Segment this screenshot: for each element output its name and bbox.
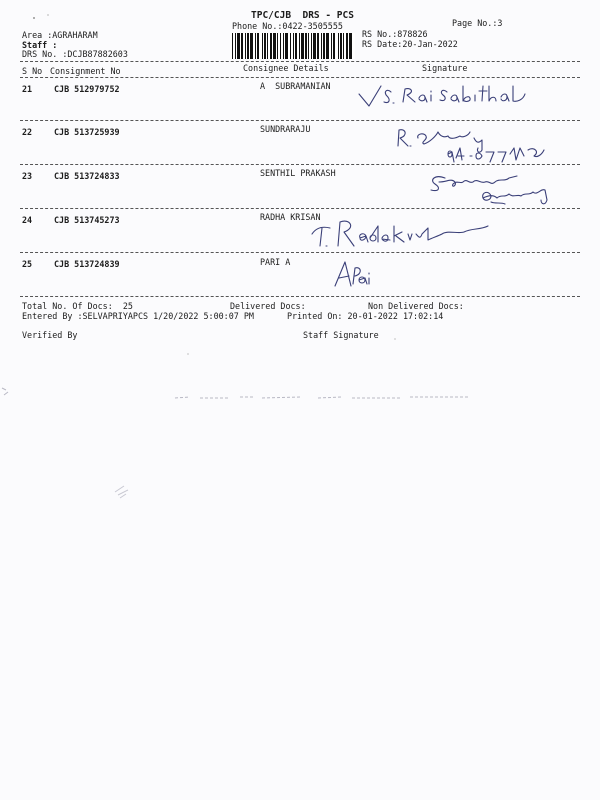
col-header-consignment: Consignment No <box>50 66 121 76</box>
row-sno: 23 <box>22 171 33 181</box>
page-number: Page No.:3 <box>452 18 503 28</box>
drs-number: DRS No. :DCJB87882603 <box>22 49 128 59</box>
col-header-consignee: Consignee Details <box>243 63 329 73</box>
row-consignee: PARI A <box>260 257 291 267</box>
row-sno: 21 <box>22 84 33 94</box>
non-delivered-docs: Non Delivered Docs: <box>368 301 464 311</box>
entered-by: Entered By :SELVAPRIYAPCS 1/20/2022 5:00:07 PM <box>22 311 254 321</box>
row-consignee: SUNDRARAJU <box>260 124 311 134</box>
row-consignment: CJB 513745273 <box>54 215 120 225</box>
phone-number: Phone No.:0422-3505555 <box>232 21 343 31</box>
report-title: TPC/CJB DRS - PCS <box>251 10 354 21</box>
staff-label: Staff : <box>22 40 58 50</box>
row-consignment: CJB 513725939 <box>54 127 120 137</box>
row-sno: 22 <box>22 127 33 137</box>
row-consignee: RADHA KRISAN <box>260 212 321 222</box>
row-consignment: CJB 512979752 <box>54 84 120 94</box>
col-header-sno: S No <box>22 66 43 76</box>
col-header-signature: Signature <box>422 63 468 73</box>
row-consignment: CJB 513724839 <box>54 259 120 269</box>
staff-signature-label: Staff Signature <box>303 330 379 340</box>
delivered-docs: Delivered Docs: <box>230 301 306 311</box>
total-docs: Total No. Of Docs: 25 <box>22 301 133 311</box>
row-sno: 25 <box>22 259 33 269</box>
row-consignee: A SUBRAMANIAN <box>260 81 331 91</box>
rs-number: RS No.:878826 <box>362 29 428 39</box>
area-label: Area :AGRAHARAM <box>22 30 98 40</box>
row-consignment: CJB 513724833 <box>54 171 120 181</box>
printed-on: Printed On: 20-01-2022 17:02:14 <box>287 311 444 321</box>
row-sno: 24 <box>22 215 33 225</box>
row-consignee: SENTHIL PRAKASH <box>260 168 336 178</box>
verified-by: Verified By <box>22 330 78 340</box>
rs-date: RS Date:20-Jan-2022 <box>362 39 458 49</box>
